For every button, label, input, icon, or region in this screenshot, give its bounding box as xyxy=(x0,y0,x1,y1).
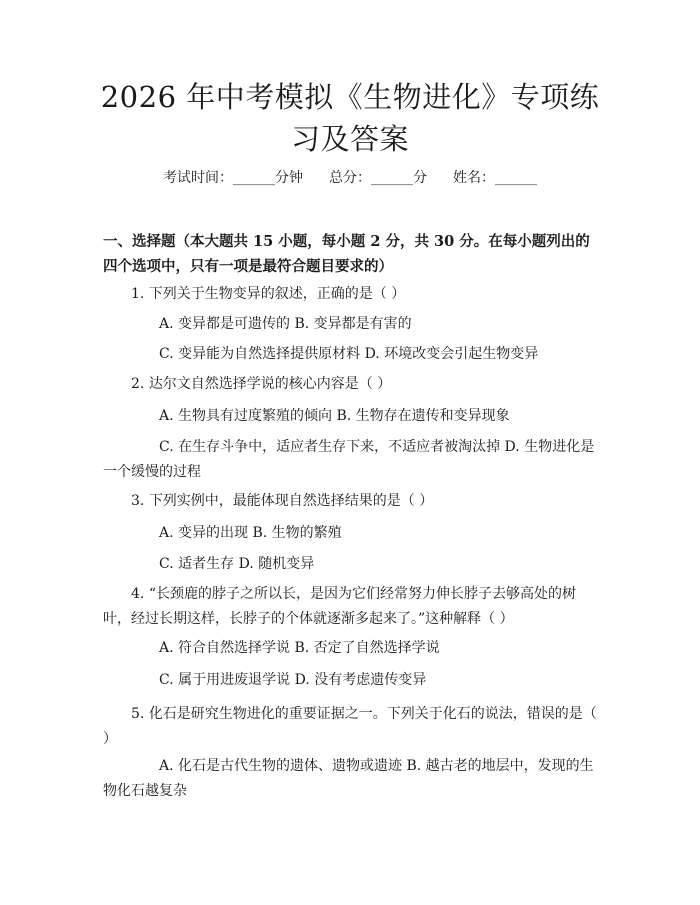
question-4-options-line-1 xyxy=(103,636,600,661)
option-line: C. 适者生存 D. 随机变异 xyxy=(159,556,315,572)
question-2 xyxy=(103,372,600,397)
option-line: A. 变异都是可遗传的 B. 变异都是有害的 xyxy=(159,316,412,332)
page-title: 2026 年中考模拟《生物进化》专项练习及答案 xyxy=(100,80,600,156)
question-2-options-line-2 xyxy=(103,435,600,485)
exam-time-field: 考试时间：______分钟 xyxy=(163,170,303,186)
total-score-field: 总分：______分 xyxy=(329,170,427,186)
question-number: 2. xyxy=(131,376,145,392)
option-line: A. 化石是古代生物的遗体、遗物或遗迹 B. 越古老的地层中，发现的生物化石越复杂 xyxy=(103,758,594,799)
question-2-options-line-1 xyxy=(103,404,600,429)
question-number: 1. xyxy=(131,286,145,302)
question-3-options-line-1 xyxy=(103,521,600,546)
name-field: 姓名：______ xyxy=(453,170,537,186)
question-1-options-line-1 xyxy=(103,312,600,337)
question-stem: “长颈鹿的脖子之所以长，是因为它们经常努力伸长脖子去够高处的树叶，经过长期这样，长脖子的个体就逐渐多起来了。”这种解释（ ） xyxy=(103,586,576,627)
option-line: A. 符合自然选择学说 B. 否定了自然选择学说 xyxy=(159,640,440,656)
section-heading: 一、选择题（本大题共 15 小题，每小题 2 分，共 30 分。在每小题列出的四个选项中，只有一项是最符合题目要求的） xyxy=(103,233,590,275)
question-5 xyxy=(103,702,600,752)
question-1-options-line-2 xyxy=(103,342,600,367)
question-5-options-line-1 xyxy=(103,754,600,804)
question-number: 3. xyxy=(131,493,145,509)
question-1 xyxy=(103,282,600,307)
option-line: C. 在生存斗争中，适应者生存下来，不适应者被淘汰掉 D. 生物进化是一个缓慢的过程 xyxy=(103,439,595,480)
question-number: 5. xyxy=(131,706,145,722)
question-4 xyxy=(103,582,600,632)
question-3-options-line-2 xyxy=(103,552,600,577)
question-stem: 达尔文自然选择学说的核心内容是（ ） xyxy=(148,376,392,392)
question-number: 4. xyxy=(131,586,145,602)
question-stem: 下列关于生物变异的叙述，正确的是（ ） xyxy=(148,286,406,302)
exam-info-line xyxy=(0,168,700,188)
option-line: C. 变异能为自然选择提供原材料 D. 环境改变会引起生物变异 xyxy=(159,346,539,362)
question-3 xyxy=(103,489,600,514)
option-line: C. 属于用进废退学说 D. 没有考虑遗传变异 xyxy=(159,672,427,688)
question-stem: 下列实例中，最能体现自然选择结果的是（ ） xyxy=(148,493,434,509)
option-line: A. 生物具有过度繁殖的倾向 B. 生物存在遗传和变异现象 xyxy=(159,408,510,424)
option-line: A. 变异的出现 B. 生物的繁殖 xyxy=(159,525,342,541)
question-stem: 化石是研究生物进化的重要证据之一。下列关于化石的说法，错误的是（ ） xyxy=(103,706,597,747)
question-4-options-line-2 xyxy=(103,668,600,693)
